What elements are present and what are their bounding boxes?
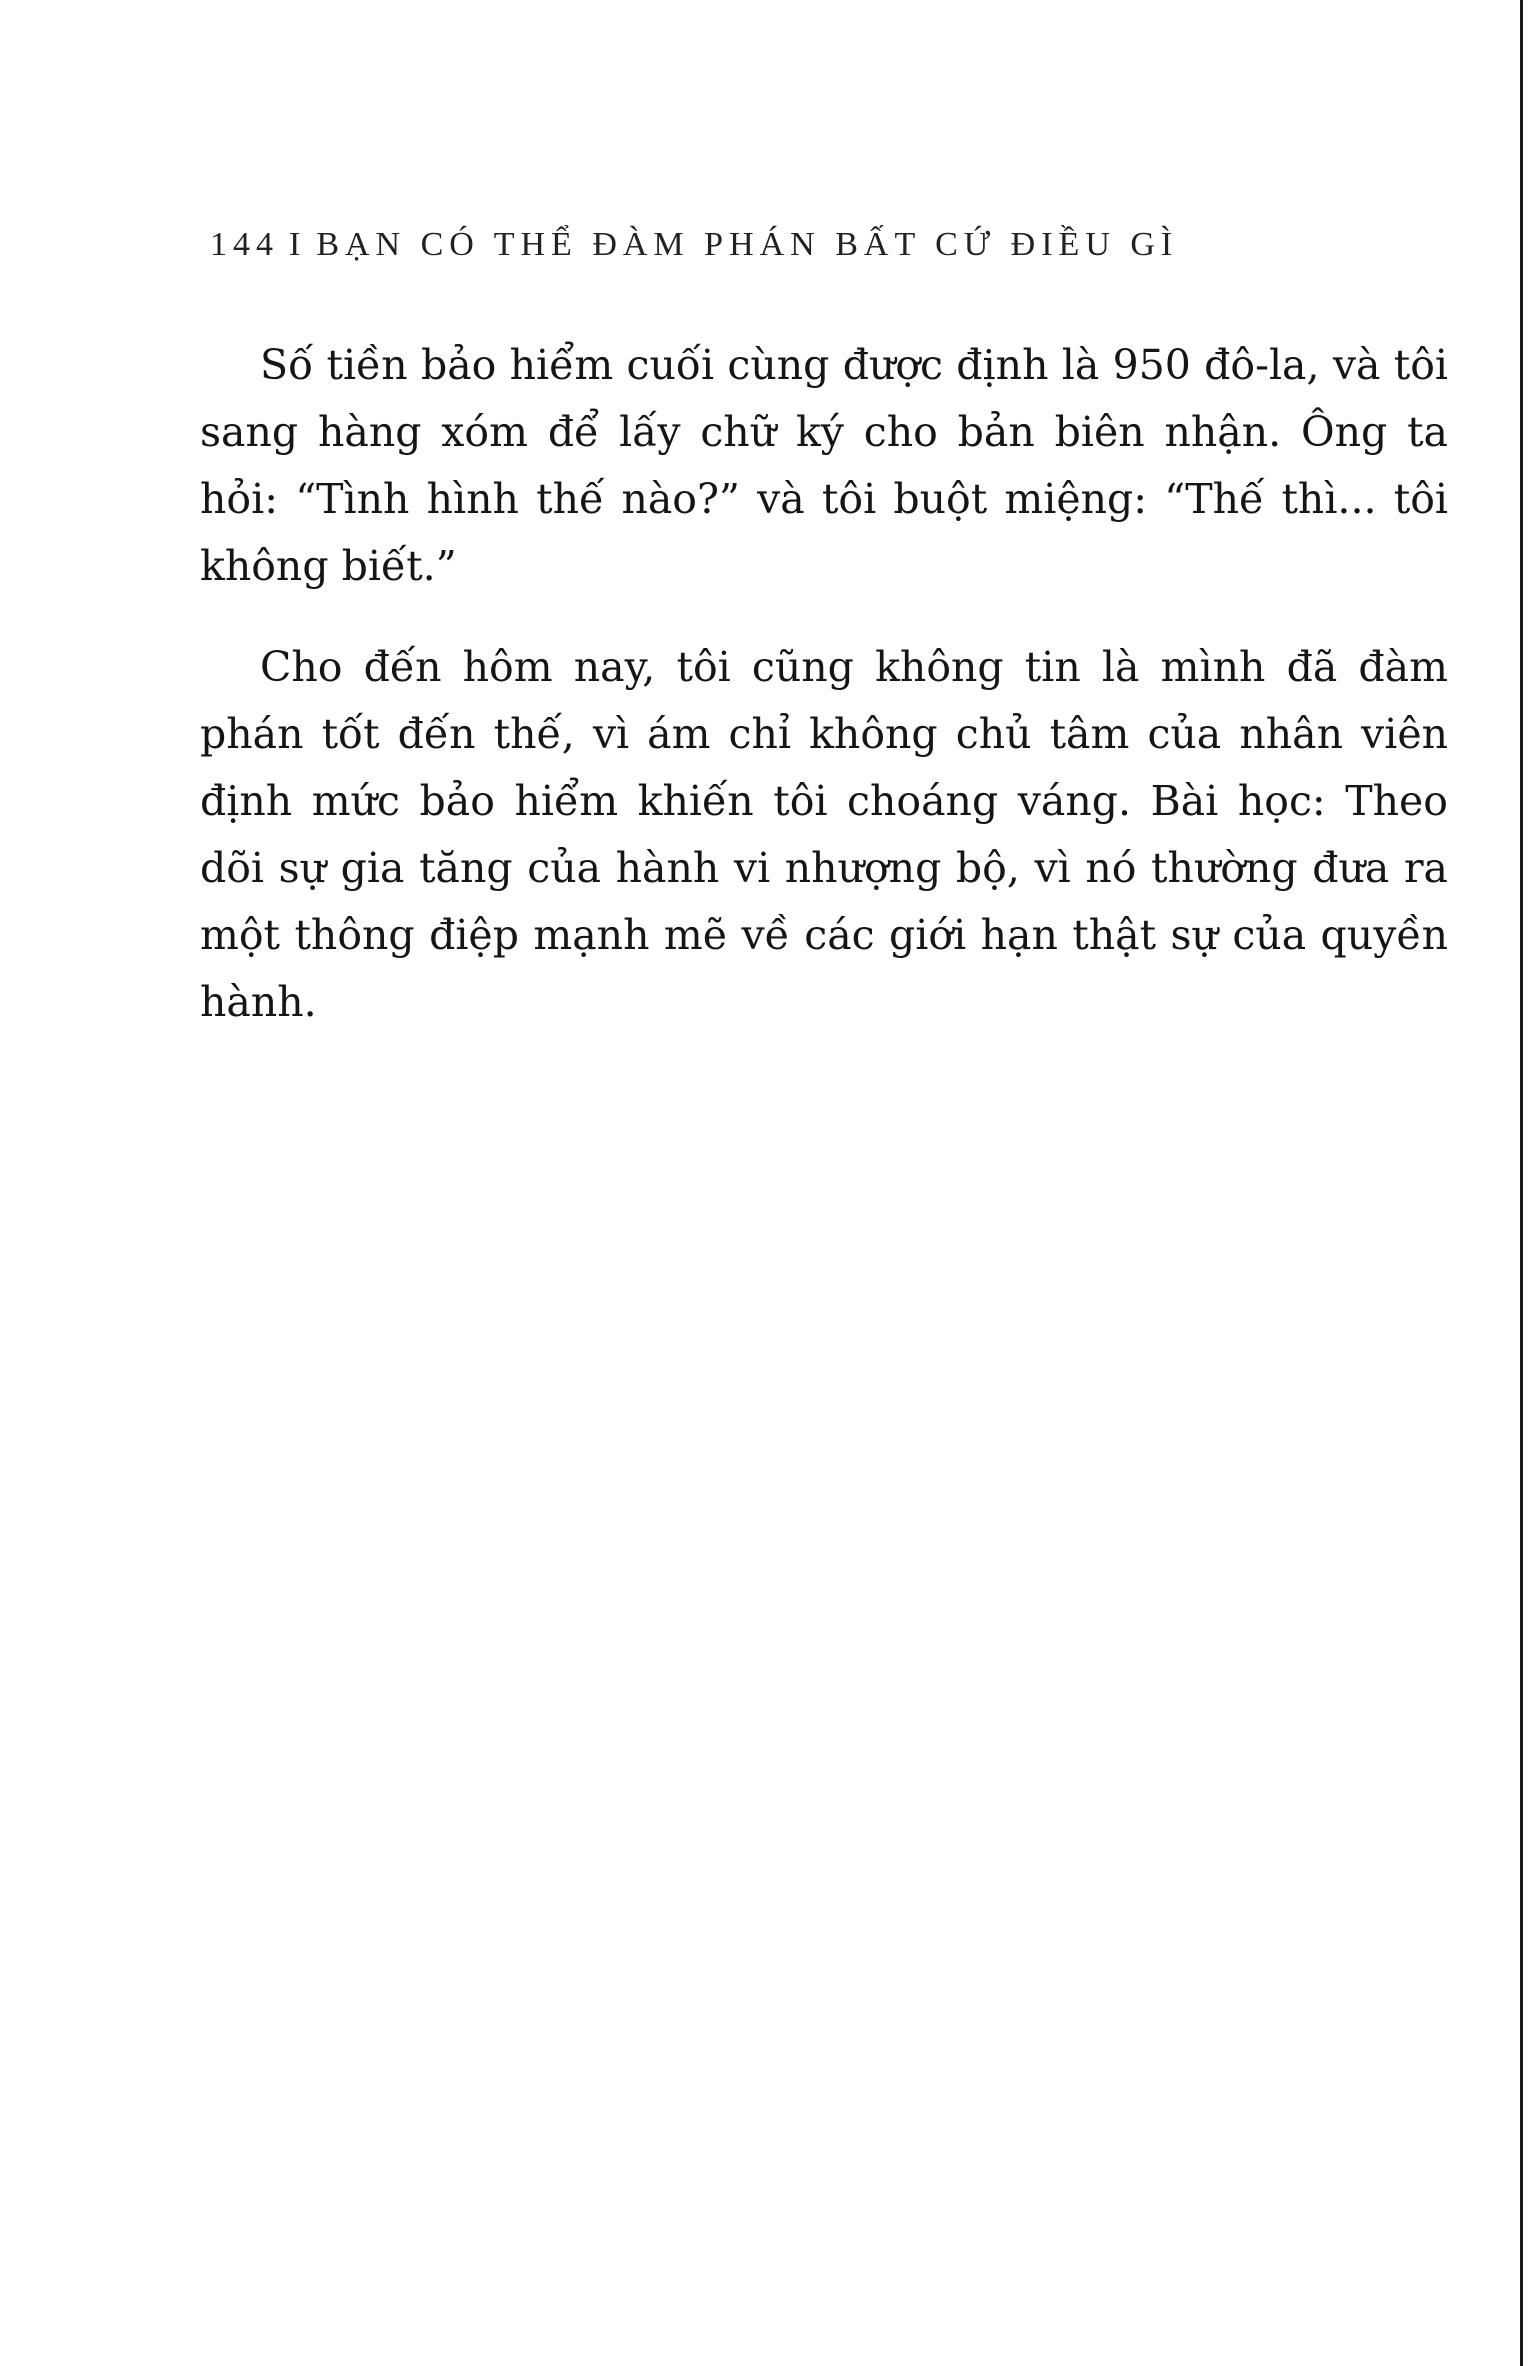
header-separator: I bbox=[289, 226, 307, 263]
running-head bbox=[210, 226, 1310, 264]
paragraph-1: Số tiền bảo hiểm cuối cùng được định là 950 đô-la, và tôi sang hàng xóm để lấy chữ ký cho bản biên nhận. Ông ta hỏi: “Tình hình thế nào?” và tôi buột miệng: “Thế thì... tôi không biết.” bbox=[200, 341, 1448, 590]
book-title: BẠN CÓ THỂ ĐÀM PHÁN BẤT CỨ ĐIỀU GÌ bbox=[316, 226, 1179, 263]
page-number: 144 bbox=[210, 226, 279, 263]
page-edge-line bbox=[1520, 0, 1523, 2366]
body-text bbox=[200, 332, 1448, 1070]
paragraph-2: Cho đến hôm nay, tôi cũng không tin là mình đã đàm phán tốt đến thế, vì ám chỉ không chủ tâm của nhân viên định mức bảo hiểm khiến tôi choáng váng. Bài học: Theo dõi sự gia tăng của hành vi nhượng bộ, vì nó thường đưa ra một thông điệp mạnh mẽ về các giới hạn thật sự của quyền hành. bbox=[200, 643, 1448, 1026]
